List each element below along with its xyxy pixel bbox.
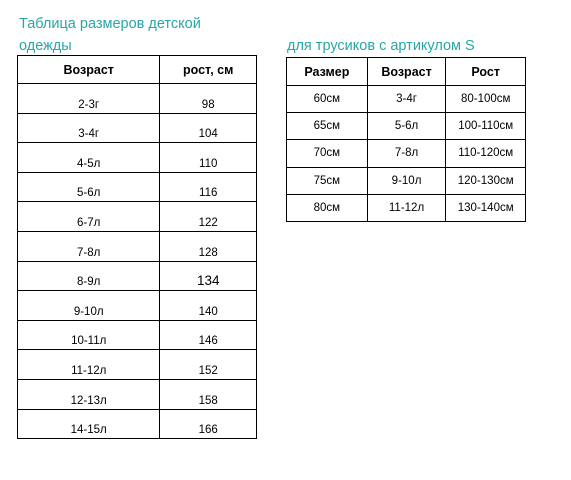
height-cell: 100-110см: [446, 113, 526, 140]
table-row: [18, 320, 257, 350]
header-size: Размер: [287, 58, 368, 86]
left-title-line-2: одежды: [19, 38, 72, 54]
age-cell: 3-4г: [18, 113, 160, 143]
right-title: для трусиков с артикулом S: [287, 38, 475, 54]
table-row: [287, 194, 526, 221]
height-cell: 80-100см: [446, 86, 526, 113]
table-row: [18, 379, 257, 409]
height-cell: 116: [160, 172, 257, 202]
height-cell: 110-120см: [446, 140, 526, 167]
header-age: Возраст: [18, 56, 160, 84]
panties-size-table: [286, 57, 526, 222]
children-size-table: [17, 55, 257, 439]
height-cell: 120-130см: [446, 167, 526, 194]
height-cell: 146: [160, 320, 257, 350]
age-cell: 5-6л: [367, 113, 446, 140]
age-cell: 9-10л: [18, 291, 160, 321]
age-cell: 11-12л: [367, 194, 446, 221]
size-cell: 65см: [287, 113, 368, 140]
table-row: [287, 86, 526, 113]
table-row: [18, 143, 257, 173]
age-cell: 10-11л: [18, 320, 160, 350]
age-cell: 4-5л: [18, 143, 160, 173]
table-header-row: [287, 58, 526, 86]
table-row: [287, 140, 526, 167]
header-height: Рост: [446, 58, 526, 86]
left-title: [19, 13, 201, 57]
table-row: [18, 291, 257, 321]
table-row: [18, 231, 257, 261]
age-cell: 12-13л: [18, 379, 160, 409]
age-cell: 8-9л: [18, 261, 160, 291]
height-cell: 158: [160, 379, 257, 409]
height-cell: 128: [160, 231, 257, 261]
header-age: Возраст: [367, 58, 446, 86]
size-cell: 70см: [287, 140, 368, 167]
table-row: [18, 113, 257, 143]
header-height: рост, см: [160, 56, 257, 84]
age-cell: 7-8л: [367, 140, 446, 167]
height-cell: 140: [160, 291, 257, 321]
table-row: [18, 261, 257, 291]
age-cell: 5-6л: [18, 172, 160, 202]
age-cell: 11-12л: [18, 350, 160, 380]
age-cell: 6-7л: [18, 202, 160, 232]
age-cell: 7-8л: [18, 231, 160, 261]
height-cell: 122: [160, 202, 257, 232]
size-cell: 75см: [287, 167, 368, 194]
table-row: [18, 409, 257, 439]
height-cell: 130-140см: [446, 194, 526, 221]
age-cell: 14-15л: [18, 409, 160, 439]
table-row: [287, 167, 526, 194]
height-cell: 134: [160, 261, 257, 291]
size-cell: 60см: [287, 86, 368, 113]
height-cell: 104: [160, 113, 257, 143]
left-title-line-1: Таблица размеров детской: [19, 16, 201, 32]
table-row: [18, 350, 257, 380]
height-cell: 110: [160, 143, 257, 173]
age-cell: 2-3г: [18, 84, 160, 114]
height-cell: 166: [160, 409, 257, 439]
height-cell: 152: [160, 350, 257, 380]
table-header-row: [18, 56, 257, 84]
age-cell: 9-10л: [367, 167, 446, 194]
size-cell: 80см: [287, 194, 368, 221]
height-cell: 98: [160, 84, 257, 114]
table-row: [18, 84, 257, 114]
age-cell: 3-4г: [367, 86, 446, 113]
table-row: [287, 113, 526, 140]
table-row: [18, 172, 257, 202]
table-row: [18, 202, 257, 232]
